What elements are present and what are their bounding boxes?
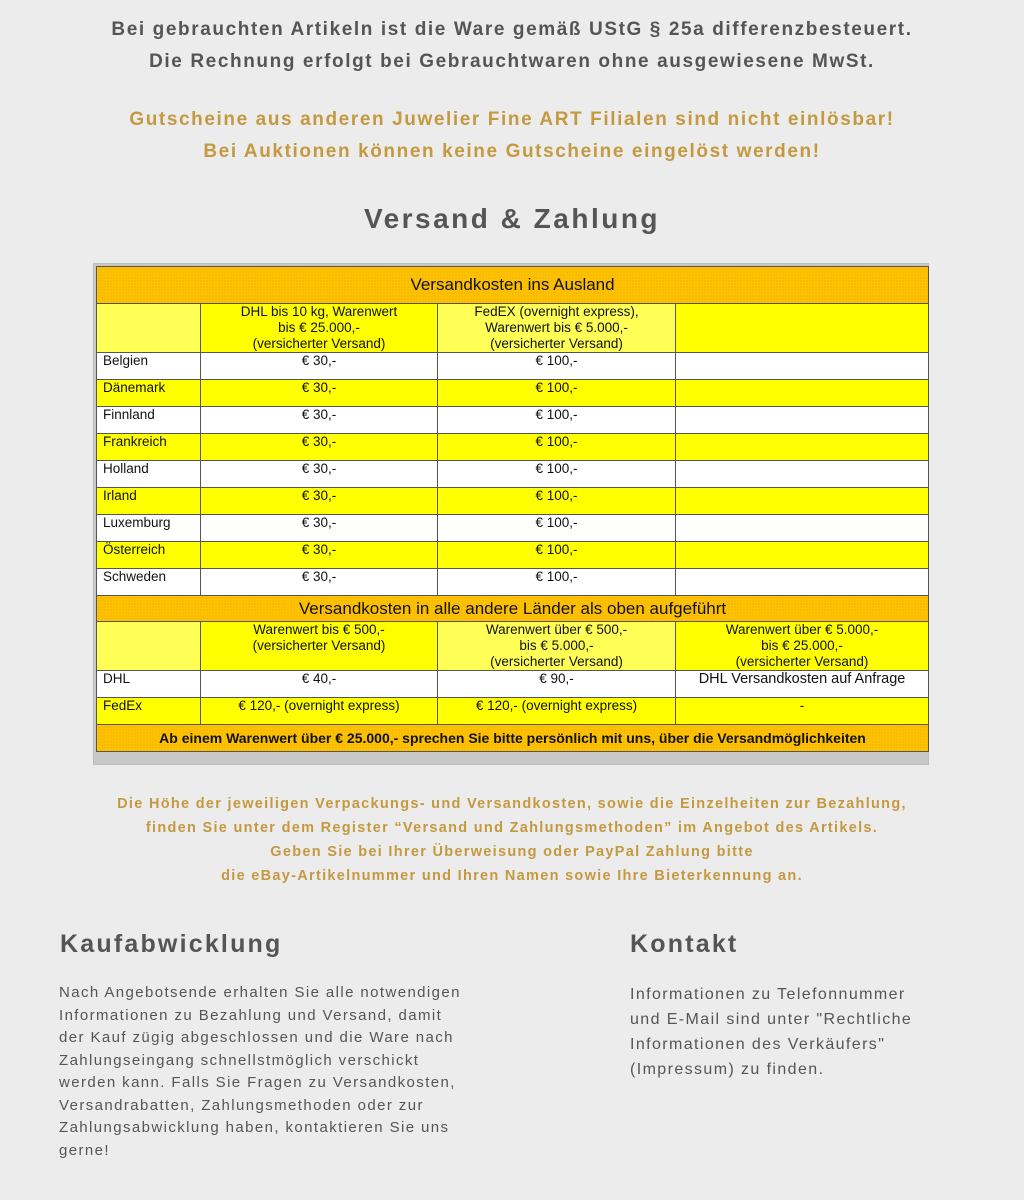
cell-dhl: € 30,- bbox=[201, 353, 438, 380]
table-row bbox=[97, 569, 929, 596]
cell-other bbox=[676, 515, 929, 542]
cell-other bbox=[676, 461, 929, 488]
cell-dhl: € 30,- bbox=[201, 380, 438, 407]
cell-tier2: € 90,- bbox=[438, 671, 676, 698]
cell-fedex: € 100,- bbox=[438, 380, 676, 407]
cell-other bbox=[676, 380, 929, 407]
payment-notice-line: Geben Sie bei Ihrer Überweisung oder PayPal Zahlung bitte bbox=[270, 844, 754, 860]
cell-fedex: € 100,- bbox=[438, 515, 676, 542]
section-title: Versand & Zahlung bbox=[363, 203, 661, 234]
table-row bbox=[97, 461, 929, 488]
cell-fedex: € 100,- bbox=[438, 407, 676, 434]
cell-country: Luxemburg bbox=[97, 515, 201, 542]
text-line: und E-Mail sind unter "Rechtliche bbox=[630, 1011, 913, 1028]
table-footer-note: Ab einem Warenwert über € 25.000,- sprechen Sie bitte persönlich mit uns, über die Versandmöglichkeiten bbox=[97, 725, 929, 752]
header-cell-dhl bbox=[201, 304, 438, 353]
header-line: DHL bis 10 kg, Warenwert bbox=[240, 304, 398, 319]
cell-fedex: € 100,- bbox=[438, 542, 676, 569]
cell-country: Österreich bbox=[97, 542, 201, 569]
cell-country: Frankreich bbox=[97, 434, 201, 461]
header-cell-tier1 bbox=[201, 622, 438, 671]
cell-tier3: DHL Versandkosten auf Anfrage bbox=[676, 671, 929, 698]
header-cell-fedex bbox=[438, 304, 676, 353]
header-line: (versicherter Versand) bbox=[735, 654, 869, 669]
header-cell-empty bbox=[676, 304, 929, 353]
payment-notice-line: finden Sie unter dem Register “Versand und Zahlungsmethoden” im Angebot des Artikels. bbox=[145, 820, 879, 836]
header-line: (versicherter Versand) bbox=[490, 336, 623, 351]
cell-tier2: € 120,- (overnight express) bbox=[438, 698, 676, 725]
kontakt-heading: Kontakt bbox=[630, 930, 739, 958]
table-row bbox=[97, 671, 929, 698]
table-row bbox=[97, 353, 929, 380]
table-row bbox=[97, 488, 929, 515]
cell-country: Schweden bbox=[97, 569, 201, 596]
header-line: bis € 25.000,- bbox=[761, 638, 843, 653]
payment-notice bbox=[0, 792, 1024, 888]
shipping-cost-table-image bbox=[93, 263, 929, 765]
header-cell-tier2 bbox=[438, 622, 676, 671]
table-row bbox=[97, 698, 929, 725]
text-line: (Impressum) zu finden. bbox=[630, 1061, 825, 1078]
text-line: Zahlungsabwicklung haben, kontaktieren Sie uns bbox=[59, 1119, 450, 1136]
header-line: Warenwert über € 5.000,- bbox=[725, 622, 879, 637]
cell-other bbox=[676, 434, 929, 461]
tax-notice-line: Die Rechnung erfolgt bei Gebrauchtwaren ohne ausgewiesene MwSt. bbox=[149, 51, 875, 72]
header-line: (versicherter Versand) bbox=[252, 336, 386, 351]
cell-dhl: € 30,- bbox=[201, 569, 438, 596]
text-line: Informationen zu Bezahlung und Versand, damit bbox=[59, 1006, 443, 1024]
table-row bbox=[97, 434, 929, 461]
tax-notice bbox=[0, 14, 1024, 78]
kaufabwicklung-heading: Kaufabwicklung bbox=[60, 930, 283, 958]
header-line: Warenwert über € 500,- bbox=[485, 622, 628, 637]
header-cell-empty bbox=[97, 304, 201, 353]
header-line: FedEX (overnight express), bbox=[474, 304, 639, 319]
cell-country: Belgien bbox=[97, 353, 201, 380]
header-cell-empty bbox=[97, 622, 201, 671]
cell-tier3: - bbox=[676, 698, 929, 725]
cell-dhl: € 30,- bbox=[201, 461, 438, 488]
cell-carrier: FedEx bbox=[97, 698, 201, 725]
world-title: Versandkosten in alle andere Länder als oben aufgeführt bbox=[97, 596, 929, 622]
cell-tier1: € 40,- bbox=[201, 671, 438, 698]
voucher-notice-line: Bei Auktionen können keine Gutscheine eingelöst werden! bbox=[203, 141, 821, 162]
table-row bbox=[97, 380, 929, 407]
tax-notice-line: Bei gebrauchten Artikeln ist die Ware gemäß UStG § 25a differenzbesteuert. bbox=[111, 19, 913, 40]
cell-fedex: € 100,- bbox=[438, 434, 676, 461]
text-line: Informationen des Verkäufers" bbox=[630, 1036, 886, 1053]
cell-country: Dänemark bbox=[97, 380, 201, 407]
cell-fedex: € 100,- bbox=[438, 353, 676, 380]
cell-other bbox=[676, 407, 929, 434]
text-line: Versandrabatten, Zahlungsmethoden oder zur bbox=[59, 1096, 424, 1114]
cell-other bbox=[676, 488, 929, 515]
cell-other bbox=[676, 569, 929, 596]
cell-country: Holland bbox=[97, 461, 201, 488]
cell-country: Finnland bbox=[97, 407, 201, 434]
cell-other bbox=[676, 353, 929, 380]
cell-country: Irland bbox=[97, 488, 201, 515]
header-line: (versicherter Versand) bbox=[490, 654, 623, 669]
cell-dhl: € 30,- bbox=[201, 515, 438, 542]
kaufabwicklung-text bbox=[59, 982, 519, 1162]
table-row bbox=[97, 515, 929, 542]
text-line: der Kauf zügig abgeschlossen und die Ware nach bbox=[59, 1029, 454, 1046]
text-line: Informationen zu Telefonnummer bbox=[630, 986, 906, 1003]
text-line: werden kann. Falls Sie Fragen zu Versandkosten, bbox=[59, 1074, 456, 1091]
kontakt-text bbox=[630, 982, 990, 1082]
header-cell-tier3 bbox=[676, 622, 929, 671]
cell-dhl: € 30,- bbox=[201, 488, 438, 515]
cell-tier1: € 120,- (overnight express) bbox=[201, 698, 438, 725]
table-row bbox=[97, 542, 929, 569]
cell-fedex: € 100,- bbox=[438, 488, 676, 515]
voucher-notice bbox=[0, 104, 1024, 168]
cell-fedex: € 100,- bbox=[438, 461, 676, 488]
header-line: (versicherter Versand) bbox=[252, 638, 386, 653]
abroad-title: Versandkosten ins Ausland bbox=[97, 267, 929, 304]
header-line: bis € 5.000,- bbox=[519, 638, 594, 653]
text-line: Zahlungseingang schnellstmöglich verschickt bbox=[59, 1051, 420, 1069]
header-line: Warenwert bis € 500,- bbox=[253, 622, 385, 637]
text-line: gerne! bbox=[59, 1141, 110, 1159]
shipping-cost-table bbox=[96, 266, 929, 752]
cell-fedex: € 100,- bbox=[438, 569, 676, 596]
cell-other bbox=[676, 542, 929, 569]
header-line: Warenwert bis € 5.000,- bbox=[485, 320, 628, 335]
table-row bbox=[97, 407, 929, 434]
voucher-notice-line: Gutscheine aus anderen Juwelier Fine ART Filialen sind nicht einlösbar! bbox=[129, 109, 895, 130]
cell-carrier: DHL bbox=[97, 671, 201, 698]
payment-notice-line: die eBay-Artikelnummer und Ihren Namen sowie Ihre Bieterkennung an. bbox=[221, 868, 803, 884]
cell-dhl: € 30,- bbox=[201, 434, 438, 461]
text-line: Nach Angebotsende erhalten Sie alle notwendigen bbox=[59, 984, 461, 1001]
cell-dhl: € 30,- bbox=[201, 542, 438, 569]
payment-notice-line: Die Höhe der jeweiligen Verpackungs- und Versandkosten, sowie die Einzelheiten zur Bezahlung, bbox=[117, 796, 907, 812]
header-line: bis € 25.000,- bbox=[278, 320, 360, 335]
cell-dhl: € 30,- bbox=[201, 407, 438, 434]
